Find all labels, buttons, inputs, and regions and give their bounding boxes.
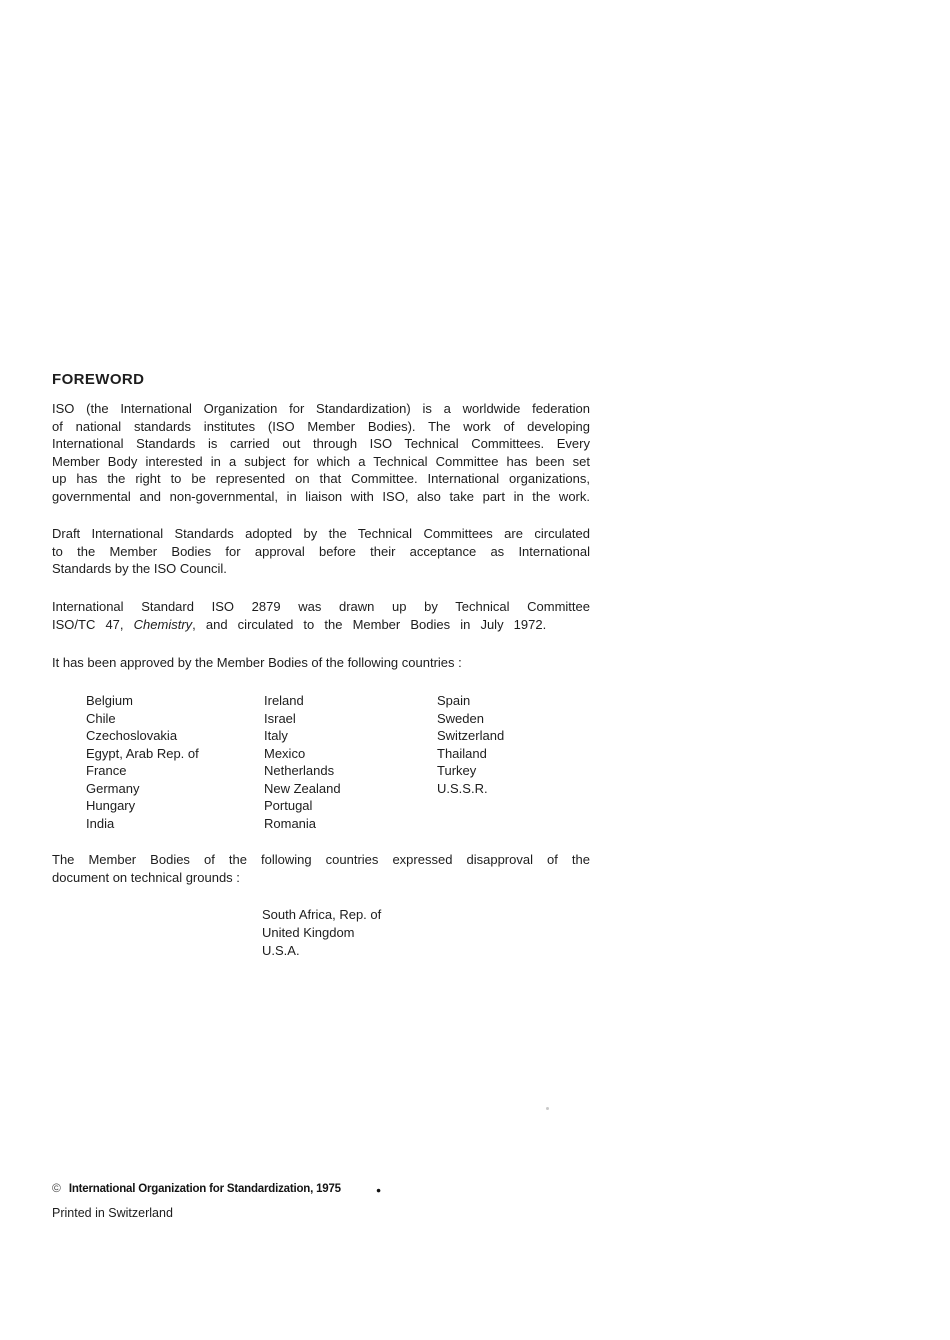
text-line: The Member Bodies of the following countries expressed disapproval of the: [52, 852, 590, 867]
country-name: Hungary: [86, 798, 136, 813]
country-name: Chile: [86, 710, 116, 726]
paragraph-disapproval: [52, 851, 590, 886]
printed-in-line: Printed in Switzerland: [52, 1206, 173, 1220]
approved-countries-column-3: [437, 692, 504, 797]
text-line: of national standards institutes (ISO Member Bodies). The work of developing: [52, 418, 590, 434]
country-name: Turkey: [437, 763, 477, 778]
approved-countries-column-1: [86, 692, 199, 832]
paragraph-iso-intro: [52, 400, 590, 505]
copyright-line: [52, 1181, 341, 1195]
country-name: Belgium: [86, 693, 133, 708]
country-name: Thailand: [437, 745, 487, 761]
text-line: International Standard ISO 2879 was drawn up by Technical Committee: [52, 599, 590, 614]
country-name: Ireland: [264, 693, 304, 708]
copyright-symbol: ©: [52, 1181, 61, 1195]
country-name: Germany: [86, 780, 140, 796]
chemistry-italic: Chemistry: [133, 616, 193, 632]
text-line: [52, 616, 590, 634]
country-name: U.S.A.: [262, 943, 300, 959]
country-name: France: [86, 763, 127, 778]
country-name: New Zealand: [264, 780, 341, 796]
copyright-text: International Organization for Standardization, 1975: [68, 1183, 341, 1195]
approved-countries-column-2: [264, 692, 341, 832]
text-line: Standards by the ISO Council.: [52, 561, 227, 576]
text-line: up has the right to be represented on that Committee. International organizations,: [52, 471, 590, 486]
text-line: International Standards is carried out through ISO Technical Committees. Every: [52, 436, 590, 451]
country-name: Egypt, Arab Rep. of: [86, 745, 199, 761]
bullet-icon: ●: [376, 1185, 382, 1195]
country-name: Portugal: [264, 798, 313, 813]
text-segment: ISO/TC 47,: [52, 616, 134, 632]
disapproving-countries-list: [262, 906, 381, 961]
country-name: Sweden: [437, 710, 484, 726]
text-line: document on technical grounds :: [52, 869, 240, 885]
country-name: Czechoslovakia: [86, 728, 178, 743]
country-name: Italy: [264, 728, 288, 743]
text-line: governmental and non-governmental, in liaison with ISO, also take part in the work.: [52, 488, 590, 504]
text-line: ISO (the International Organization for Standardization) is a worldwide federation: [52, 401, 590, 416]
text-line: Draft International Standards adopted by the Technical Committees are circulated: [52, 526, 590, 541]
text-segment: , and circulated to the Member Bodies in July 1972.: [192, 616, 547, 632]
country-name: South Africa, Rep. of: [262, 907, 382, 922]
approval-intro-line: It has been approved by the Member Bodies of the following countries :: [52, 655, 462, 670]
text-line: to the Member Bodies for approval before their acceptance as International: [52, 543, 590, 559]
text-line: Member Body interested in a subject for which a Technical Committee has been set: [52, 453, 590, 469]
paragraph-draft-standards: [52, 525, 590, 578]
country-name: United Kingdom: [262, 925, 355, 941]
country-name: Israel: [264, 710, 296, 726]
scan-speck-artifact: [546, 1107, 549, 1110]
country-name: India: [86, 815, 115, 831]
country-name: Mexico: [264, 745, 306, 761]
foreword-heading: FOREWORD: [52, 371, 145, 388]
country-name: Netherlands: [264, 763, 335, 778]
country-name: Switzerland: [437, 728, 505, 743]
paragraph-iso-2879: [52, 598, 590, 633]
country-name: U.S.S.R.: [437, 780, 488, 796]
country-name: Spain: [437, 693, 471, 708]
country-name: Romania: [264, 815, 317, 831]
